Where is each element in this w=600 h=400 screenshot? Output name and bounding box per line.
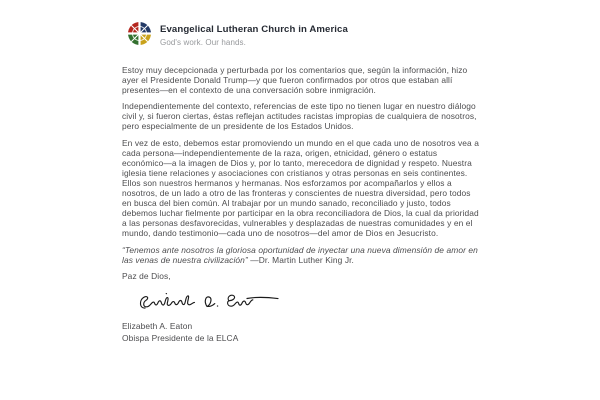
org-name: Evangelical Lutheran Church in America [160, 24, 348, 35]
letter-page [122, 20, 479, 343]
letter-body [122, 65, 479, 343]
paragraph-2: Independientemente del contexto, referencias de este tipo no tienen lugar en nuestro diálogo civil y, si fueron ciertas, éstas reflejan actitudes racistas impropias de cualquiera de nosotros, pero especialmente de un presidente de los Estados Unidos. [122, 101, 477, 132]
letterhead [122, 20, 479, 47]
signer-title: Obispa Presidente de la ELCA [122, 332, 239, 343]
quote-text: “Tenemos ante nosotros la gloriosa oportunidad de inyectar una nueva dimensión de amor en las venas de nuestra civilización” [122, 244, 478, 265]
quote-attribution: —Dr. Martin Luther King Jr. [250, 254, 354, 265]
paragraph-1: Estoy muy decepcionada y perturbada por los comentarios que, según la información, hizo ayer el Presidente Donald Trump—y que fueron confirmados por otros que estaban allí presentes—en el contexto de una conversación sobre inmigración. [122, 65, 468, 96]
signature-handwriting [135, 287, 285, 317]
mlk-quote [122, 245, 479, 265]
org-block [160, 20, 348, 47]
signer-name: Elizabeth A. Eaton [122, 320, 193, 331]
org-tagline: God's work. Our hands. [160, 37, 246, 47]
elca-emblem-icon [126, 20, 153, 47]
paragraph-3: En vez de esto, debemos estar promoviendo un mundo en el que cada uno de nosotros vea a cada persona—independientemente de la raza, origen, etnicidad, género o estatus económico—a la imagen de Dios y, por lo tanto, merecedora de dignidad y respeto. Nuestra iglesia tiene relaciones y asociaciones con cristianos y otras personas en seis continentes. Ellos son nuestros hermanos y hermanas. Nos esforzamos por acompañarlos y ellos a nosotros, de un lado a otro de las fronteras y conscientes de nuestra diversidad, pero todos en busca del bien común. Al trabajar por un mundo sanado, reconciliado y justo, todos debemos luchar fielmente por participar en la obra reconciliadora de Dios, la cual da prioridad a las personas desfavorecidas, vulnerables y desplazadas de nuestras comunidades y en el mundo, dando testimonio—cada uno de nosotros—del amor de Dios en Jesucristo. [122, 137, 479, 239]
closing-salutation: Paz de Dios, [122, 270, 171, 281]
